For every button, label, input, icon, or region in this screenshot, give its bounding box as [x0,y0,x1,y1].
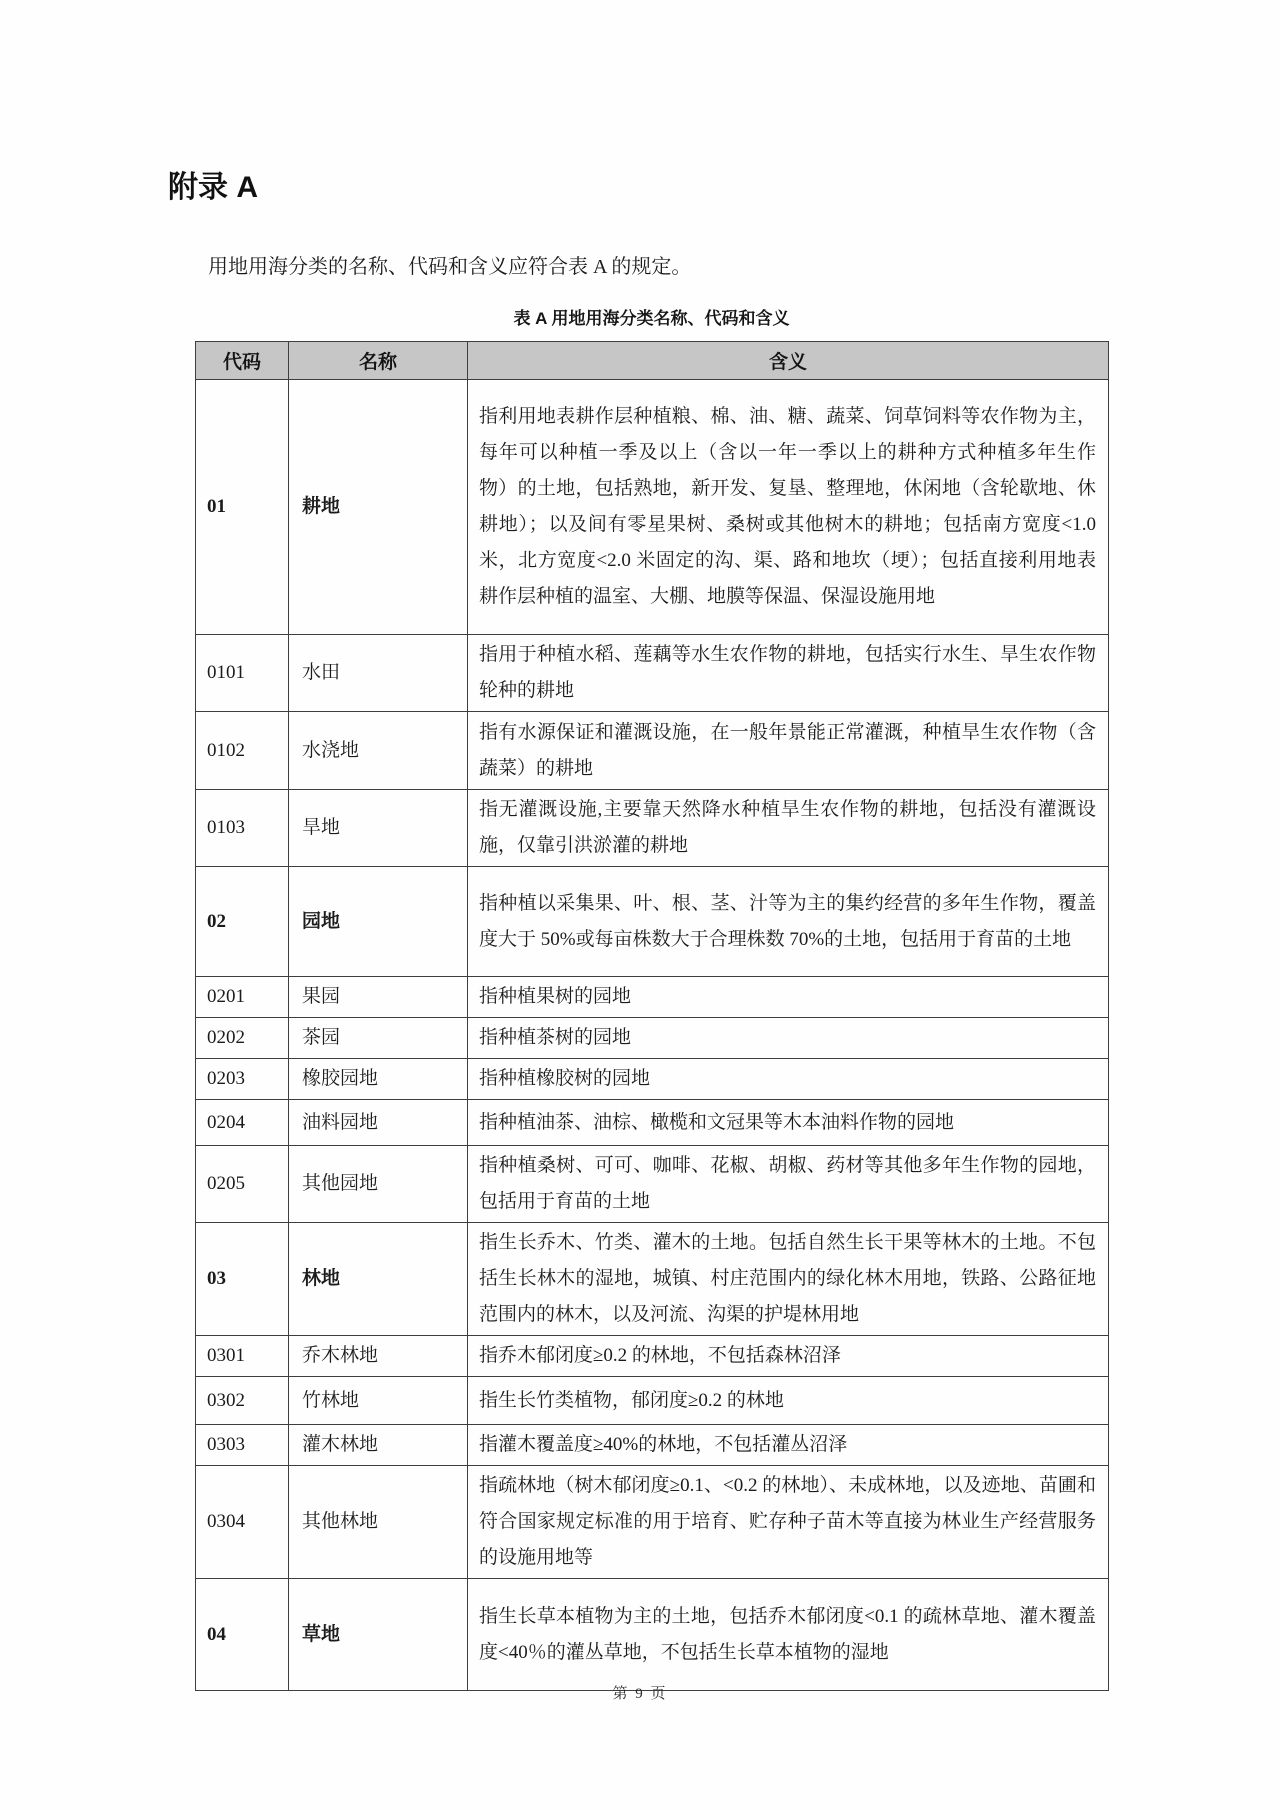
code-cell: 0202 [196,1018,289,1059]
table-row-0202 [196,1018,1109,1059]
table-row-0101 [196,635,1109,712]
meaning-cell: 指生长乔木、竹类、灌木的土地。包括自然生长干果等林木的土地。不包括生长林木的湿地，城镇、村庄范围内的绿化林木用地，铁路、公路征地范围内的林木，以及河流、沟渠的护堤林用地 [468,1223,1109,1336]
code-cell: 0301 [196,1336,289,1377]
table-body [196,380,1109,1691]
name-cell: 水浇地 [289,712,468,790]
header-code: 代码 [196,342,289,380]
code-cell: 0204 [196,1100,289,1146]
header-meaning: 含义 [468,342,1109,380]
name-cell: 旱地 [289,790,468,867]
meaning-cell: 指种植茶树的园地 [468,1018,1109,1059]
table-row-0203 [196,1059,1109,1100]
name-cell: 林地 [289,1223,468,1336]
meaning-cell: 指种植油茶、油棕、橄榄和文冠果等木本油料作物的园地 [468,1100,1109,1146]
name-cell: 其他林地 [289,1466,468,1579]
code-cell: 0101 [196,635,289,712]
code-cell: 01 [196,380,289,635]
name-cell: 橡胶园地 [289,1059,468,1100]
code-cell: 0302 [196,1377,289,1425]
code-cell: 03 [196,1223,289,1336]
table-row-0301 [196,1336,1109,1377]
table-row-0102 [196,712,1109,790]
meaning-cell: 指利用地表耕作层种植粮、棉、油、糖、蔬菜、饲草饲料等农作物为主，每年可以种植一季及以上（含以一年一季以上的耕种方式种植多年生作物）的土地，包括熟地，新开发、复垦、整理地，休闲地（含轮歇地、休耕地）；以及间有零星果树、桑树或其他树木的耕地；包括南方宽度<1.0 米，北方宽度<2.0 米固定的沟、渠、路和地坎（埂）；包括直接利用地表耕作层种植的温室、大棚、地膜等保温、保湿设施用地 [468,380,1109,635]
table-row-0302 [196,1377,1109,1425]
name-cell: 其他园地 [289,1146,468,1223]
table-row-03 [196,1223,1109,1336]
appendix-title: 附录 A [168,171,258,204]
meaning-cell: 指种植橡胶树的园地 [468,1059,1109,1100]
page-number: 第 9 页 [612,1686,668,1702]
name-cell: 水田 [289,635,468,712]
code-cell: 04 [196,1579,289,1691]
table-row-0304 [196,1466,1109,1579]
code-cell: 0205 [196,1146,289,1223]
name-cell: 乔木林地 [289,1336,468,1377]
meaning-cell: 指有水源保证和灌溉设施，在一般年景能正常灌溉，种植旱生农作物（含蔬菜）的耕地 [468,712,1109,790]
name-cell: 油料园地 [289,1100,468,1146]
name-cell: 耕地 [289,380,468,635]
name-cell: 园地 [289,867,468,977]
meaning-cell: 指种植桑树、可可、咖啡、花椒、胡椒、药材等其他多年生作物的园地，包括用于育苗的土地 [468,1146,1109,1223]
table-row-0103 [196,790,1109,867]
name-cell: 灌木林地 [289,1425,468,1466]
meaning-cell: 指疏林地（树木郁闭度≥0.1、<0.2 的林地）、未成林地，以及迹地、苗圃和符合国家规定标准的用于培育、贮存种子苗木等直接为林业生产经营服务的设施用地等 [468,1466,1109,1579]
meaning-cell: 指种植果树的园地 [468,977,1109,1018]
name-cell: 竹林地 [289,1377,468,1425]
code-cell: 0103 [196,790,289,867]
table-row-02 [196,867,1109,977]
meaning-cell: 指生长竹类植物，郁闭度≥0.2 的林地 [468,1377,1109,1425]
table-row-0303 [196,1425,1109,1466]
table-row-0201 [196,977,1109,1018]
code-cell: 0201 [196,977,289,1018]
meaning-cell: 指生长草本植物为主的土地，包括乔木郁闭度<0.1 的疏林草地、灌木覆盖度<40％的灌丛草地，不包括生长草本植物的湿地 [468,1579,1109,1691]
table-header-row [196,342,1109,380]
meaning-cell: 指乔木郁闭度≥0.2 的林地，不包括森林沼泽 [468,1336,1109,1377]
meaning-cell: 指用于种植水稻、莲藕等水生农作物的耕地，包括实行水生、旱生农作物轮种的耕地 [468,635,1109,712]
intro-paragraph: 用地用海分类的名称、代码和含义应符合表 A 的规定。 [208,256,692,278]
meaning-cell: 指无灌溉设施,主要靠天然降水种植旱生农作物的耕地，包括没有灌溉设施，仅靠引洪淤灌的耕地 [468,790,1109,867]
table-row-0204 [196,1100,1109,1146]
table-row-0205 [196,1146,1109,1223]
header-name: 名称 [289,342,468,380]
name-cell: 草地 [289,1579,468,1691]
classification-table [195,341,1109,1691]
meaning-cell: 指灌木覆盖度≥40%的林地，不包括灌丛沼泽 [468,1425,1109,1466]
table-caption: 表 A 用地用海分类名称、代码和含义 [513,309,790,328]
meaning-cell: 指种植以采集果、叶、根、茎、汁等为主的集约经营的多年生作物，覆盖度大于 50%或每亩株数大于合理株数 70%的土地，包括用于育苗的土地 [468,867,1109,977]
name-cell: 茶园 [289,1018,468,1059]
table-row-04 [196,1579,1109,1691]
table-row-01 [196,380,1109,635]
code-cell: 0203 [196,1059,289,1100]
code-cell: 0102 [196,712,289,790]
code-cell: 0304 [196,1466,289,1579]
name-cell: 果园 [289,977,468,1018]
code-cell: 0303 [196,1425,289,1466]
code-cell: 02 [196,867,289,977]
